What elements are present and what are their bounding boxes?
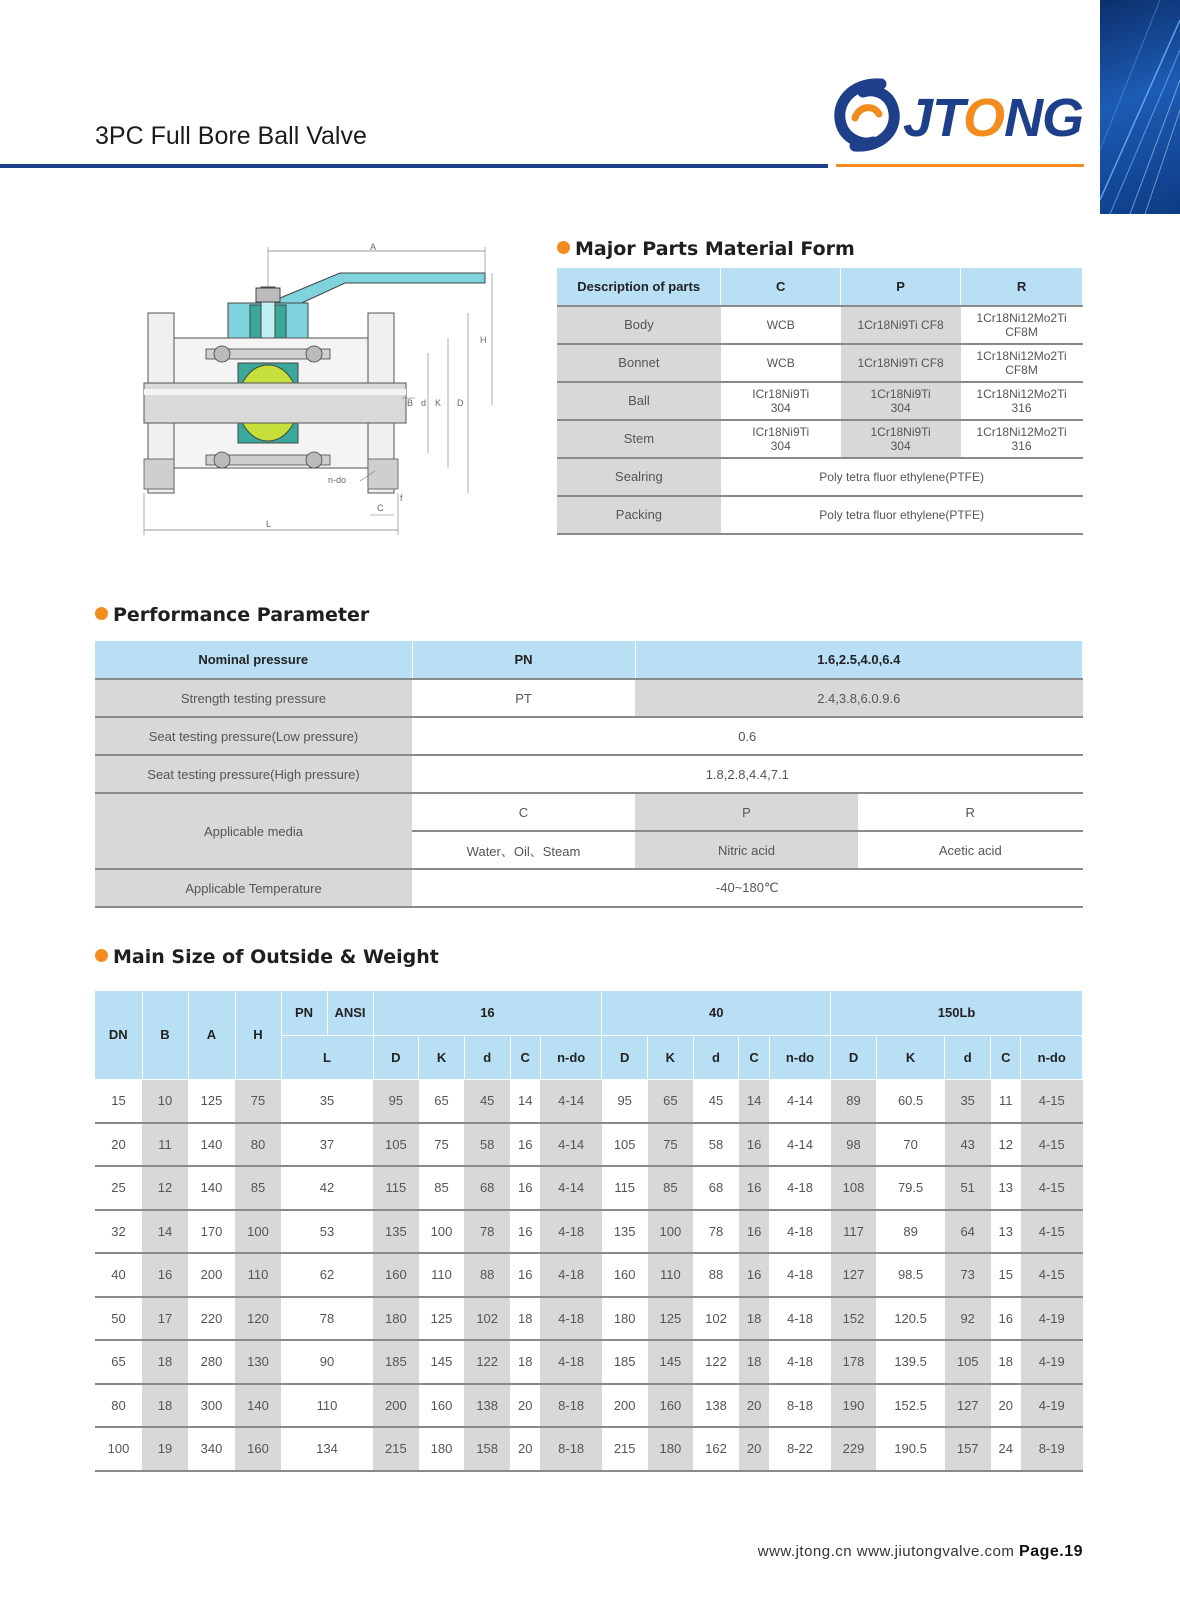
table-cell: 89 [831, 1079, 877, 1123]
table-cell: 70 [876, 1123, 945, 1167]
table-cell: 15 [991, 1253, 1021, 1297]
table-cell: 20 [510, 1427, 540, 1471]
table-row: Body WCB 1Cr18Ni9Ti CF8 1Cr18Ni12Mo2Ti CF8M [557, 306, 1083, 344]
table-cell: 145 [648, 1340, 694, 1384]
table-cell: 95 [373, 1079, 419, 1123]
sizes-subheader: n-do [1021, 1035, 1083, 1079]
table-cell: 43 [945, 1123, 991, 1167]
table-cell: 4-15 [1021, 1123, 1083, 1167]
dim-label-c: C [377, 503, 384, 513]
table-cell: 80 [235, 1123, 281, 1167]
table-cell: 79.5 [876, 1166, 945, 1210]
footer-urls: www.jtong.cn www.jiutongvalve.com [757, 1543, 1015, 1560]
table-cell: 125 [419, 1297, 465, 1341]
bullet-dot-icon [95, 607, 108, 620]
table-cell: 42 [281, 1166, 373, 1210]
table-cell: 8-19 [1021, 1427, 1083, 1471]
table-cell: 4-18 [540, 1253, 601, 1297]
table-cell: 4-18 [769, 1166, 830, 1210]
table-cell: 160 [648, 1384, 694, 1428]
logo-wordmark: JTONG [903, 88, 1084, 148]
table-cell: 229 [831, 1427, 877, 1471]
table-cell: 117 [831, 1210, 877, 1254]
table-cell: 139.5 [876, 1340, 945, 1384]
table-cell: 58 [693, 1123, 739, 1167]
table-cell: 122 [464, 1340, 510, 1384]
table-cell: 160 [419, 1384, 465, 1428]
table-cell: 4-14 [540, 1079, 601, 1123]
table-row: Applicable Temperature -40~180℃ [95, 869, 1083, 907]
table-cell: 11 [142, 1123, 188, 1167]
table-cell: 85 [419, 1166, 465, 1210]
table-cell: 35 [945, 1079, 991, 1123]
table-cell: 160 [235, 1427, 281, 1471]
dim-label-k: K [435, 398, 442, 408]
table-cell: 190.5 [876, 1427, 945, 1471]
table-cell: 4-18 [540, 1340, 601, 1384]
table-cell: 4-18 [769, 1253, 830, 1297]
corner-decoration [1100, 0, 1180, 214]
table-cell: 18 [739, 1297, 769, 1341]
table-cell: 100 [95, 1427, 142, 1471]
table-cell: 88 [693, 1253, 739, 1297]
table-cell: 110 [235, 1253, 281, 1297]
table-row [95, 1340, 1083, 1384]
dim-label-h: H [480, 335, 487, 345]
table-row: Ball ICr18Ni9Ti 304 1Cr18Ni9Ti 304 1Cr18Ni12Mo2Ti 316 [557, 382, 1083, 420]
page-footer [758, 1543, 1083, 1561]
table-cell: 4-19 [1021, 1340, 1083, 1384]
sizes-subheader: D [831, 1035, 877, 1079]
table-cell: 200 [373, 1384, 419, 1428]
sizes-subheader: C [739, 1035, 769, 1079]
table-cell: 105 [945, 1340, 991, 1384]
dim-label-b: B [407, 398, 414, 408]
table-cell: 4-14 [540, 1166, 601, 1210]
table-cell: 108 [831, 1166, 877, 1210]
table-row [95, 1427, 1083, 1471]
table-cell: 16 [510, 1210, 540, 1254]
table-cell: 4-18 [540, 1297, 601, 1341]
table-cell: 17 [142, 1297, 188, 1341]
table-cell: 85 [648, 1166, 694, 1210]
table-cell: 185 [602, 1340, 648, 1384]
table-cell: 16 [739, 1166, 769, 1210]
table-cell: 120 [235, 1297, 281, 1341]
table-row: Bonnet WCB 1Cr18Ni9Ti CF8 1Cr18Ni12Mo2Ti CF8M [557, 344, 1083, 382]
table-cell: 90 [281, 1340, 373, 1384]
table-cell: 4-18 [769, 1210, 830, 1254]
table-cell: 11 [991, 1079, 1021, 1123]
table-cell: 190 [831, 1384, 877, 1428]
table-cell: 180 [419, 1427, 465, 1471]
table-cell: 280 [188, 1340, 235, 1384]
table-cell: 20 [991, 1384, 1021, 1428]
table-row: Packing Poly tetra fluor ethylene(PTFE) [557, 496, 1083, 534]
dim-label-ndo: n-do [328, 475, 347, 485]
brand-logo [833, 76, 1083, 156]
page-number: Page.19 [1019, 1543, 1083, 1560]
table-cell: 152.5 [876, 1384, 945, 1428]
table-cell: 120.5 [876, 1297, 945, 1341]
table-cell: 122 [693, 1340, 739, 1384]
table-cell: 100 [648, 1210, 694, 1254]
table-cell: 18 [510, 1297, 540, 1341]
table-cell: 65 [95, 1340, 142, 1384]
sizes-subheader: d [464, 1035, 510, 1079]
table-cell: 16 [991, 1297, 1021, 1341]
table-cell: 75 [419, 1123, 465, 1167]
table-cell: 130 [235, 1340, 281, 1384]
table-cell: 102 [464, 1297, 510, 1341]
table-cell: 25 [95, 1166, 142, 1210]
table-cell: 18 [142, 1384, 188, 1428]
table-cell: 10 [142, 1079, 188, 1123]
table-row [95, 1166, 1083, 1210]
materials-header-p: P [841, 268, 961, 306]
table-cell: 4-18 [769, 1340, 830, 1384]
materials-table [557, 268, 1083, 535]
table-cell: 105 [602, 1123, 648, 1167]
table-cell: 60.5 [876, 1079, 945, 1123]
table-cell: 65 [419, 1079, 465, 1123]
table-cell: 4-14 [769, 1123, 830, 1167]
table-cell: 157 [945, 1427, 991, 1471]
table-cell: 20 [95, 1123, 142, 1167]
table-cell: 115 [373, 1166, 419, 1210]
table-cell: 100 [235, 1210, 281, 1254]
table-cell: 185 [373, 1340, 419, 1384]
table-cell: 68 [693, 1166, 739, 1210]
table-cell: 14 [142, 1210, 188, 1254]
materials-header-c: C [721, 268, 841, 306]
table-cell: 16 [142, 1253, 188, 1297]
table-cell: 16 [510, 1166, 540, 1210]
table-row [95, 1297, 1083, 1341]
table-cell: 110 [648, 1253, 694, 1297]
table-cell: 125 [648, 1297, 694, 1341]
table-cell: 14 [510, 1079, 540, 1123]
table-cell: 16 [739, 1210, 769, 1254]
table-cell: 75 [235, 1079, 281, 1123]
table-cell: 135 [602, 1210, 648, 1254]
table-cell: 58 [464, 1123, 510, 1167]
table-cell: 8-18 [540, 1384, 601, 1428]
table-cell: 24 [991, 1427, 1021, 1471]
table-cell: 140 [235, 1384, 281, 1428]
sizes-subheader: n-do [769, 1035, 830, 1079]
table-cell: 100 [419, 1210, 465, 1254]
table-cell: 125 [188, 1079, 235, 1123]
page-title: 3PC Full Bore Ball Valve [95, 122, 367, 150]
table-cell: 20 [739, 1427, 769, 1471]
table-cell: 200 [188, 1253, 235, 1297]
header-rule [0, 164, 828, 168]
table-cell: 215 [373, 1427, 419, 1471]
table-row [95, 1210, 1083, 1254]
table-cell: 8-22 [769, 1427, 830, 1471]
table-cell: 73 [945, 1253, 991, 1297]
sizes-subheader: C [510, 1035, 540, 1079]
table-cell: 4-15 [1021, 1253, 1083, 1297]
sizes-subheader: K [648, 1035, 694, 1079]
table-cell: 51 [945, 1166, 991, 1210]
performance-table: Nominal pressure PN 1.6,2.5,4.0,6.4 Strength testing pressure PT 2.4,3.8,6.0.9.6 Seat testing pressure(Low pressure) 0.6 Seat testing pressure(High pressure) 1.8,2.8,4.4,7.1 Applicable media C P R Water、Oil、Steam Nitric acid Acetic acid Applicable Temperature -40~180℃ [95, 641, 1083, 908]
table-row [95, 1123, 1083, 1167]
table-cell: 162 [693, 1427, 739, 1471]
table-cell: 13 [991, 1210, 1021, 1254]
table-row [95, 1384, 1083, 1428]
table-row: Stem ICr18Ni9Ti 304 1Cr18Ni9Ti 304 1Cr18Ni12Mo2Ti 316 [557, 420, 1083, 458]
table-row: Seat testing pressure(Low pressure) 0.6 [95, 717, 1083, 755]
table-cell: 134 [281, 1427, 373, 1471]
table-cell: 4-14 [540, 1123, 601, 1167]
table-cell: 158 [464, 1427, 510, 1471]
sizes-subheader: D [373, 1035, 419, 1079]
sizes-subheader: n-do [540, 1035, 601, 1079]
table-cell: 200 [602, 1384, 648, 1428]
table-cell: 80 [95, 1384, 142, 1428]
table-cell: 20 [739, 1384, 769, 1428]
table-cell: 35 [281, 1079, 373, 1123]
table-cell: 140 [188, 1123, 235, 1167]
table-cell: 127 [831, 1253, 877, 1297]
table-cell: 180 [602, 1297, 648, 1341]
dim-label-l: L [266, 519, 272, 529]
table-cell: 105 [373, 1123, 419, 1167]
table-cell: 160 [373, 1253, 419, 1297]
sizes-subheader: D [602, 1035, 648, 1079]
table-cell: 138 [693, 1384, 739, 1428]
table-cell: 18 [739, 1340, 769, 1384]
table-cell: 14 [739, 1079, 769, 1123]
table-cell: 92 [945, 1297, 991, 1341]
table-cell: 160 [602, 1253, 648, 1297]
performance-section-title: Performance Parameter [95, 604, 369, 626]
table-cell: 145 [419, 1340, 465, 1384]
table-cell: 4-18 [769, 1297, 830, 1341]
dim-label-a: A [370, 243, 377, 252]
table-cell: 4-15 [1021, 1166, 1083, 1210]
table-cell: 98.5 [876, 1253, 945, 1297]
table-cell: 95 [602, 1079, 648, 1123]
table-cell: 64 [945, 1210, 991, 1254]
bullet-dot-icon [557, 241, 570, 254]
table-cell: 4-15 [1021, 1079, 1083, 1123]
dim-label-d-outer: D [457, 398, 464, 408]
table-cell: 220 [188, 1297, 235, 1341]
table-cell: 340 [188, 1427, 235, 1471]
table-cell: 53 [281, 1210, 373, 1254]
table-cell: 62 [281, 1253, 373, 1297]
sizes-subheader: K [876, 1035, 945, 1079]
table-cell: 12 [991, 1123, 1021, 1167]
table-cell: 4-19 [1021, 1297, 1083, 1341]
table-cell: 16 [739, 1253, 769, 1297]
table-cell: 15 [95, 1079, 142, 1123]
table-cell: 16 [510, 1123, 540, 1167]
table-cell: 110 [419, 1253, 465, 1297]
materials-header-desc: Description of parts [557, 268, 721, 306]
bullet-dot-icon [95, 949, 108, 962]
table-cell: 115 [602, 1166, 648, 1210]
table-cell: 18 [142, 1340, 188, 1384]
table-row: Strength testing pressure PT 2.4,3.8,6.0.9.6 [95, 679, 1083, 717]
sizes-subheader: K [419, 1035, 465, 1079]
table-cell: 4-14 [769, 1079, 830, 1123]
table-cell: 170 [188, 1210, 235, 1254]
table-cell: 102 [693, 1297, 739, 1341]
table-cell: 45 [464, 1079, 510, 1123]
table-row: Applicable media C P R [95, 793, 1083, 831]
sizes-subheader: C [991, 1035, 1021, 1079]
table-cell: 178 [831, 1340, 877, 1384]
table-cell: 75 [648, 1123, 694, 1167]
table-cell: 45 [693, 1079, 739, 1123]
table-cell: 127 [945, 1384, 991, 1428]
table-cell: 152 [831, 1297, 877, 1341]
table-row [95, 1253, 1083, 1297]
dim-label-f: f [400, 493, 403, 503]
dim-label-d: d [421, 398, 427, 408]
table-row: Water、Oil、Steam Nitric acid Acetic acid [95, 831, 1083, 869]
table-row: Seat testing pressure(High pressure) 1.8,2.8,4.4,7.1 [95, 755, 1083, 793]
sizes-header-l: L [281, 1035, 373, 1079]
table-cell: 78 [464, 1210, 510, 1254]
table-cell: 16 [739, 1123, 769, 1167]
table-cell: 40 [95, 1253, 142, 1297]
table-cell: 215 [602, 1427, 648, 1471]
table-cell: 140 [188, 1166, 235, 1210]
materials-section-title: Major Parts Material Form [557, 238, 855, 260]
table-row: Sealring Poly tetra fluor ethylene(PTFE) [557, 458, 1083, 496]
table-cell: 4-15 [1021, 1210, 1083, 1254]
table-cell: 37 [281, 1123, 373, 1167]
sizes-subheader: d [693, 1035, 739, 1079]
table-cell: 13 [991, 1166, 1021, 1210]
table-cell: 50 [95, 1297, 142, 1341]
table-cell: 180 [648, 1427, 694, 1471]
table-cell: 12 [142, 1166, 188, 1210]
table-cell: 78 [281, 1297, 373, 1341]
sizes-subheader: d [945, 1035, 991, 1079]
table-cell: 135 [373, 1210, 419, 1254]
table-cell: 8-18 [540, 1427, 601, 1471]
logo-swirl-icon [833, 76, 903, 156]
table-cell: 16 [510, 1253, 540, 1297]
table-cell: 138 [464, 1384, 510, 1428]
table-cell: 98 [831, 1123, 877, 1167]
table-cell: 19 [142, 1427, 188, 1471]
table-cell: 89 [876, 1210, 945, 1254]
table-cell: 32 [95, 1210, 142, 1254]
table-cell: 4-19 [1021, 1384, 1083, 1428]
table-cell: 65 [648, 1079, 694, 1123]
header-accent-rule [836, 164, 1084, 167]
table-cell: 85 [235, 1166, 281, 1210]
table-cell: 18 [991, 1340, 1021, 1384]
table-cell: 110 [281, 1384, 373, 1428]
table-row [95, 1079, 1083, 1123]
table-cell: 8-18 [769, 1384, 830, 1428]
table-cell: 68 [464, 1166, 510, 1210]
table-cell: 300 [188, 1384, 235, 1428]
table-cell: 4-18 [540, 1210, 601, 1254]
valve-diagram [130, 243, 520, 543]
table-cell: 88 [464, 1253, 510, 1297]
sizes-section-title: Main Size of Outside & Weight [95, 946, 439, 968]
materials-header-r: R [961, 268, 1083, 306]
table-cell: 180 [373, 1297, 419, 1341]
sizes-table: DN B A H PN ANSI 16 40 150Lb L D K d C n-do D K d C n-do D K d C n-do 15 10 125 75 35 95 65 45 14 4-14 95 65 45 14 4-14 89 60.5 35 11 4-15 20 11 140 80 37 105 75 58 16 4-14 105 75 58 16 4-14 98 70 43 12 4-15 25 12 140 85 42 115 85 68 16 4-14 115 85 68 16 4-18 108 79.5 51 13 4-15 32 14 170 100 53 135 100 78 16 4-18 135 100 78 16 4-18 117 89 64 13 4-15 40 16 200 110 62 160 110 88 16 4-18 160 110 88 16 4-18 127 98.5 73 15 4-15 50 17 220 120 78 180 125 102 18 4-18 180 125 102 18 4-18 152 120.5 92 16 4-19 65 18 280 130 90 185 145 122 18 4-18 185 145 122 18 4-18 178 139.5 105 18 4-19 80 18 300 140 110 200 160 138 20 8-18 200 160 138 20 8-18 190 152.5 127 20 4-19 100 19 340 160 134 215 180 158 20 8-18 215 180 162 20 8-22 229 190.5 157 24 8-19 [95, 991, 1083, 1472]
table-cell: 18 [510, 1340, 540, 1384]
table-cell: 20 [510, 1384, 540, 1428]
table-cell: 78 [693, 1210, 739, 1254]
